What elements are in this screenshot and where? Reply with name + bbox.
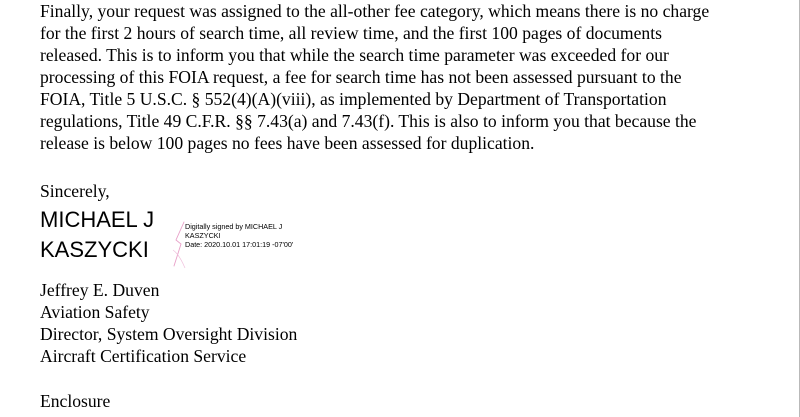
paragraph-line: regulations, Title 49 C.F.R. §§ 7.43(a) and 7.43(f). This is also to inform you that because the [40, 111, 697, 131]
signature-detail-signed-by: Digitally signed by MICHAEL J [185, 222, 283, 231]
paragraph-line: released. This is to inform you that while the search time parameter was exceeded for our [40, 45, 669, 65]
signature-detail-date: Date: 2020.10.01 17:01:19 -07'00' [185, 240, 294, 249]
paragraph-line: processing of this FOIA request, a fee for search time has not been assessed pursuant to the [40, 67, 682, 87]
enclosure-label: Enclosure [40, 391, 111, 411]
paragraph-line: Finally, your request was assigned to the all-other fee category, which means there is no charge [40, 1, 710, 21]
signer-organization: Aviation Safety [40, 302, 150, 322]
signature-detail-name: KASZYCKI [185, 231, 221, 240]
signature-name-line2: KASZYCKI [40, 237, 149, 262]
signature-name-line1: MICHAEL J [40, 207, 155, 232]
paragraph-line: for the first 2 hours of search time, all review time, and the first 100 pages of documents [40, 23, 662, 43]
paragraph-line: FOIA, Title 5 U.S.C. § 552(4)(A)(viii), as implemented by Department of Transportation [40, 89, 667, 109]
signer-title: Director, System Oversight Division [40, 324, 298, 344]
digital-signature-details [185, 222, 293, 249]
signer-block [40, 279, 297, 367]
closing-salutation: Sincerely, [40, 181, 110, 201]
fee-paragraph [40, 0, 780, 154]
signer-service: Aircraft Certification Service [40, 346, 247, 366]
signer-name: Jeffrey E. Duven [40, 280, 160, 300]
paragraph-line: release is below 100 pages no fees have been assessed for duplication. [40, 133, 535, 153]
